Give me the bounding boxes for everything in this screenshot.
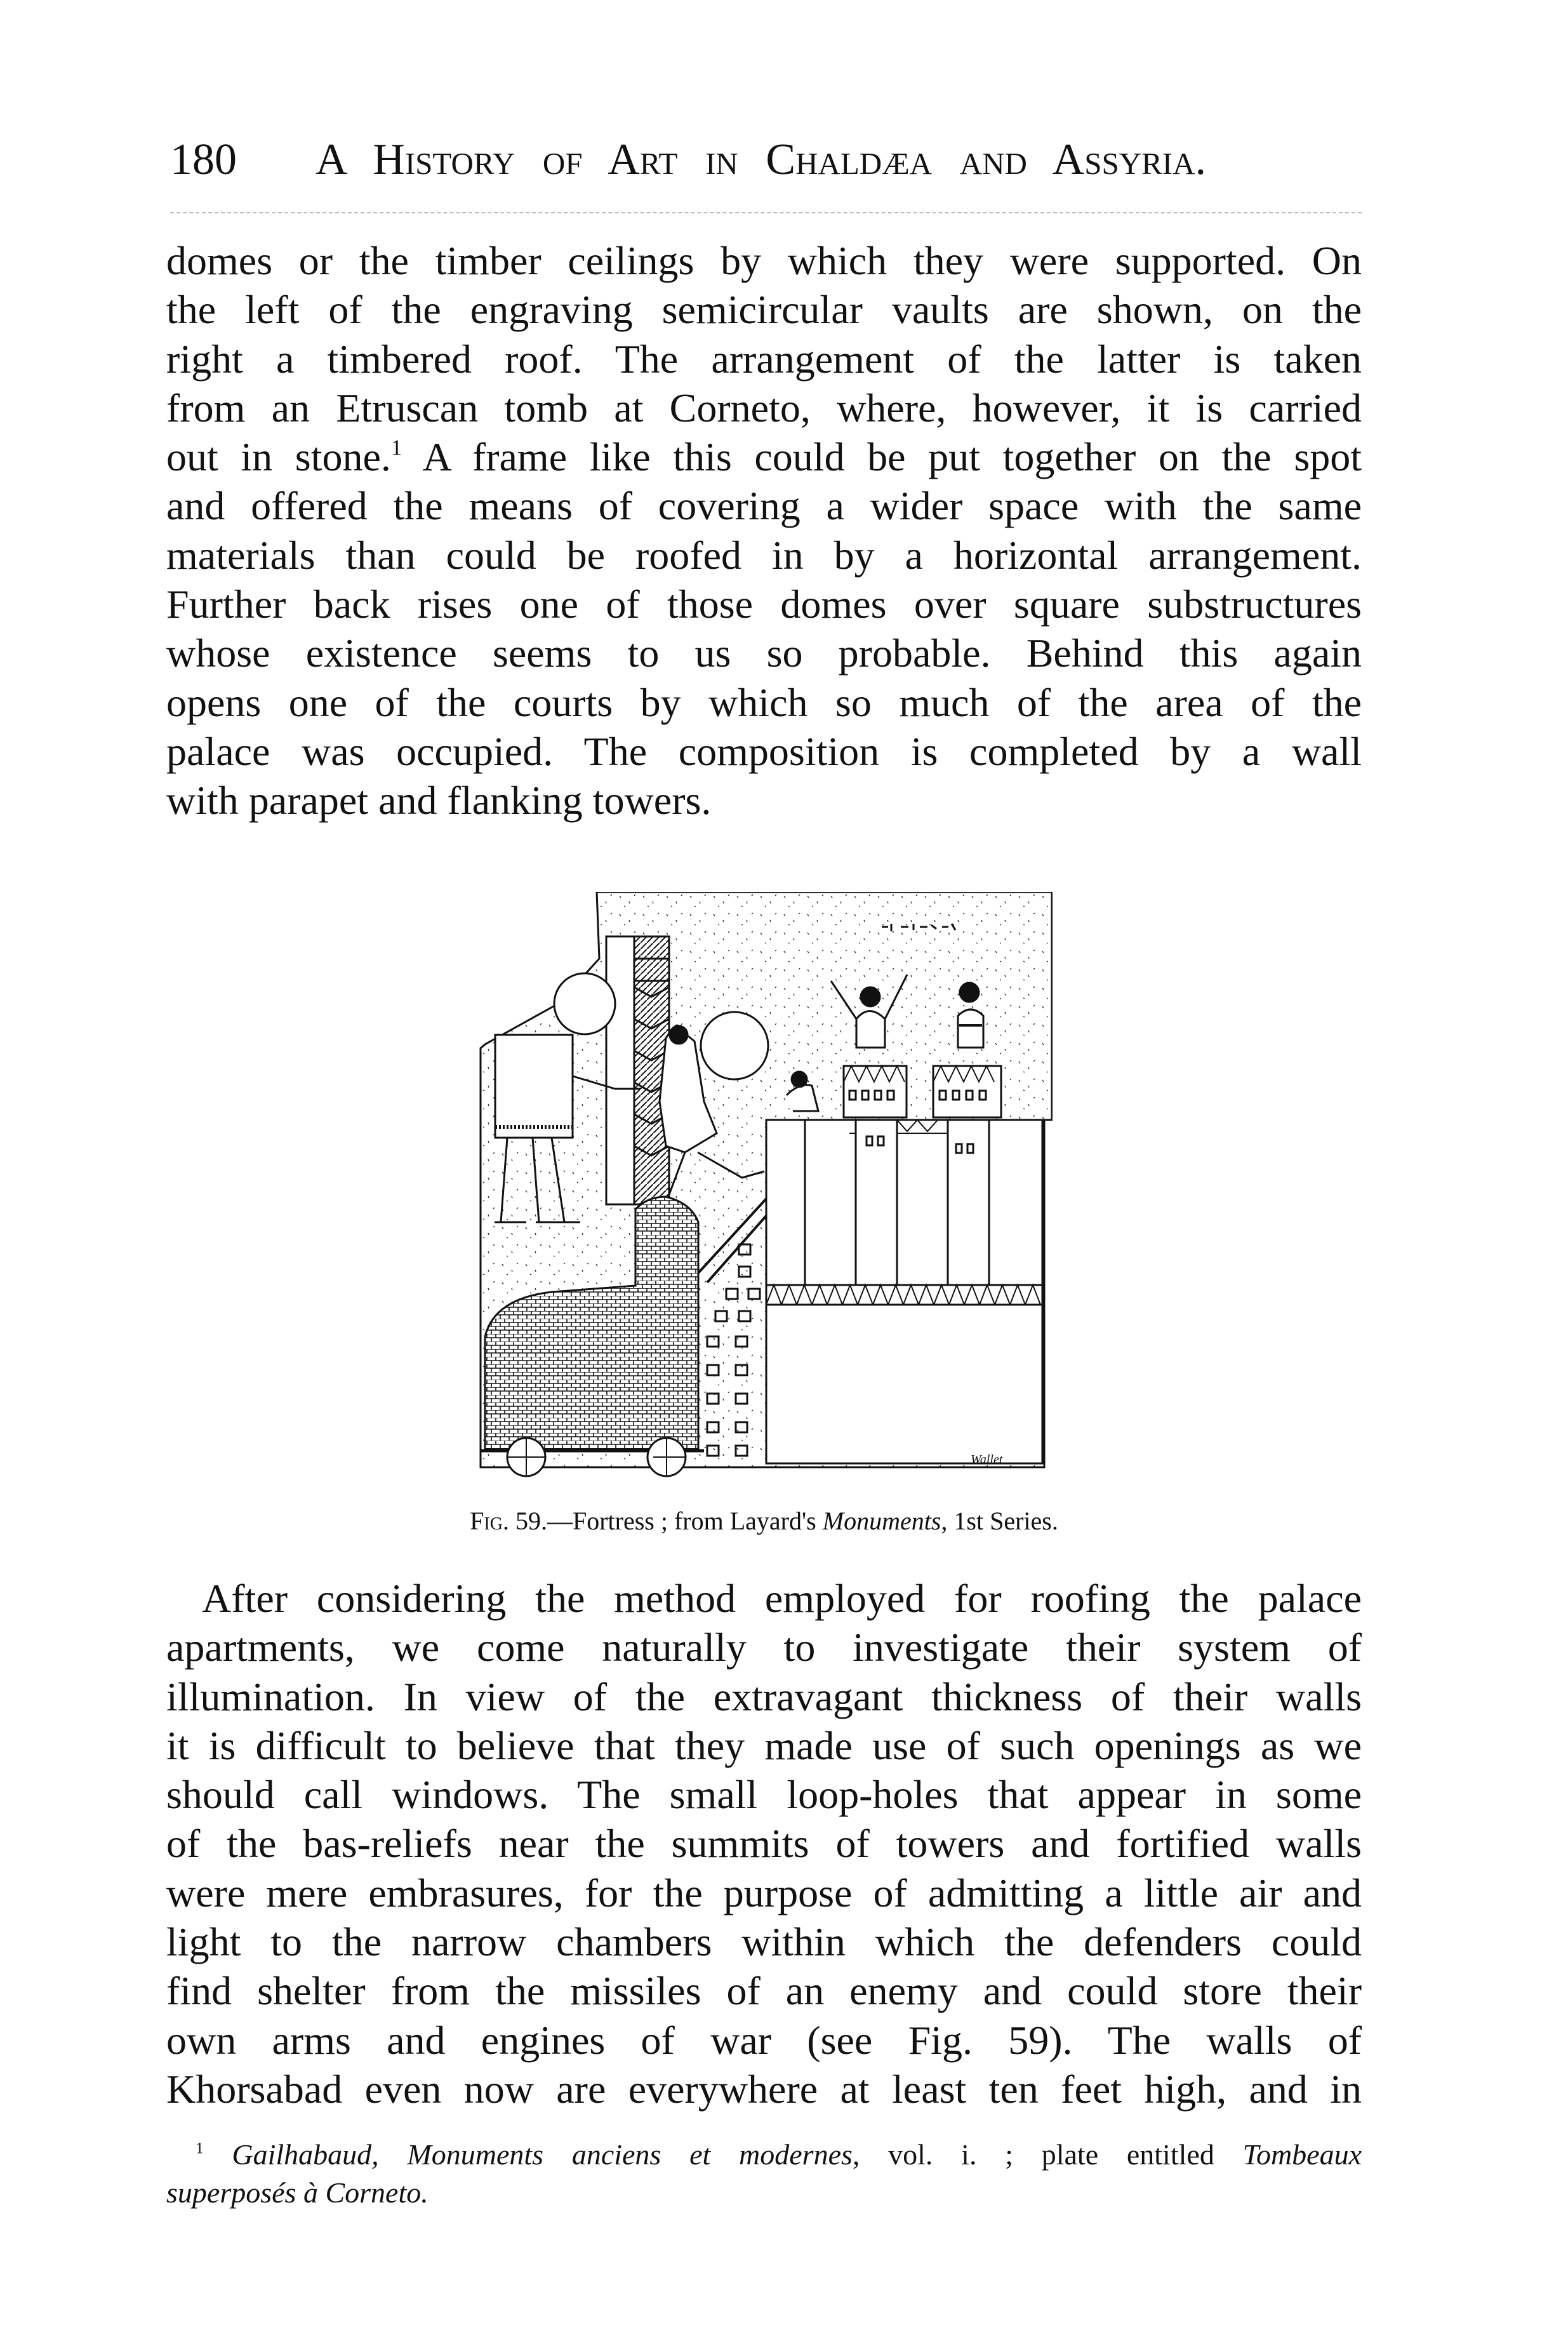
text-segment: out in stone. [166, 434, 391, 480]
footnote-italic: Gailhabaud, Monuments anciens et modernes [232, 2138, 853, 2171]
fortress-lower-wall [766, 1305, 1042, 1463]
warrior-shield [701, 1012, 768, 1079]
page-number: 180 [170, 135, 237, 184]
text-line: own arms and engines of war (see Fig. 59). The walls of [166, 2017, 1362, 2063]
figure-label: Fig. 59. [470, 1507, 547, 1535]
text-line: Khorsabad even now are everywhere at least ten feet high, and in [166, 2066, 1362, 2112]
text-line: apartments, we come naturally to investigate their system of [166, 1625, 1362, 1670]
text-line: Further back rises one of those domes over square substructures [166, 582, 1362, 627]
footnote [166, 2136, 1362, 2212]
text-line: and offered the means of covering a wider space with the same [166, 483, 1362, 529]
header-rule [170, 212, 1362, 213]
text-line: were mere embrasures, for the purpose of admitting a little air and [166, 1870, 1362, 1915]
text-line: materials than could be roofed in by a horizontal arrangement. [166, 532, 1362, 578]
text-line: palace was occupied. The composition is completed by a wall [166, 728, 1362, 774]
paragraph-2 [166, 1574, 1362, 2114]
text-line: domes or the timber ceilings by which they were supported. On [166, 238, 1362, 283]
text-line: it is difficult to believe that they made use of such openings as we [166, 1722, 1362, 1768]
footnote-line [166, 2136, 1362, 2174]
text-line [166, 432, 1362, 481]
running-title: A History of Art in Chaldæa and Assyria. [316, 135, 1206, 184]
paragraph-1 [166, 236, 1362, 825]
text-line: the left of the engraving semicircular vaults are shown, on the [166, 287, 1362, 333]
text-line: from an Etruscan tomb at Corneto, where, however, it is carried [166, 385, 1362, 430]
fortress-upper-wall [766, 1120, 1042, 1285]
text-line: light to the narrow chambers within which the defenders could [166, 1919, 1362, 1965]
text-line: whose existence seems to us so probable. Behind this again [166, 630, 1362, 676]
footnote-marker: 1 [196, 2139, 204, 2157]
caption-end: , 1st Series. [941, 1507, 1058, 1535]
footnote-line: superposés à Corneto. [166, 2176, 429, 2209]
text-line: find shelter from the missiles of an enemy and could store their [166, 1968, 1362, 2014]
text-line: opens one of the courts by which so much of the area of the [166, 679, 1362, 725]
running-header [170, 135, 1206, 185]
text-line: should call windows. The small loop-holes that appear in some [166, 1772, 1362, 1818]
footnote-reference[interactable]: 1 [390, 435, 402, 460]
engraver-signature: Wallet [971, 1453, 1003, 1467]
caption-italic: Monuments [822, 1507, 941, 1535]
text-line: After considering the method employed for roofing the palace [202, 1576, 1362, 1621]
figure-caption [166, 1508, 1362, 1534]
figure-fortress-engraving [475, 892, 1053, 1490]
fortress-illustration [475, 892, 1053, 1490]
text-line: with parapet and flanking towers. [166, 778, 712, 823]
text-line: of the bas-reliefs near the summits of towers and fortified walls [166, 1821, 1362, 1867]
archer-shield [554, 973, 615, 1034]
text-line: illumination. In view of the extravagant thickness of their walls [166, 1674, 1362, 1719]
turret-right [933, 1066, 1001, 1117]
caption-text: —Fortress ; from Layard's [547, 1507, 823, 1535]
text-line: right a timbered roof. The arrangement of the latter is taken [166, 336, 1362, 382]
footnote-italic: Tombeaux [1242, 2138, 1362, 2171]
turret-left [844, 1066, 907, 1117]
footnote-text: , vol. i. ; plate entitled [852, 2138, 1243, 2171]
text-segment: A frame like this could be put together on the spot [422, 434, 1362, 480]
